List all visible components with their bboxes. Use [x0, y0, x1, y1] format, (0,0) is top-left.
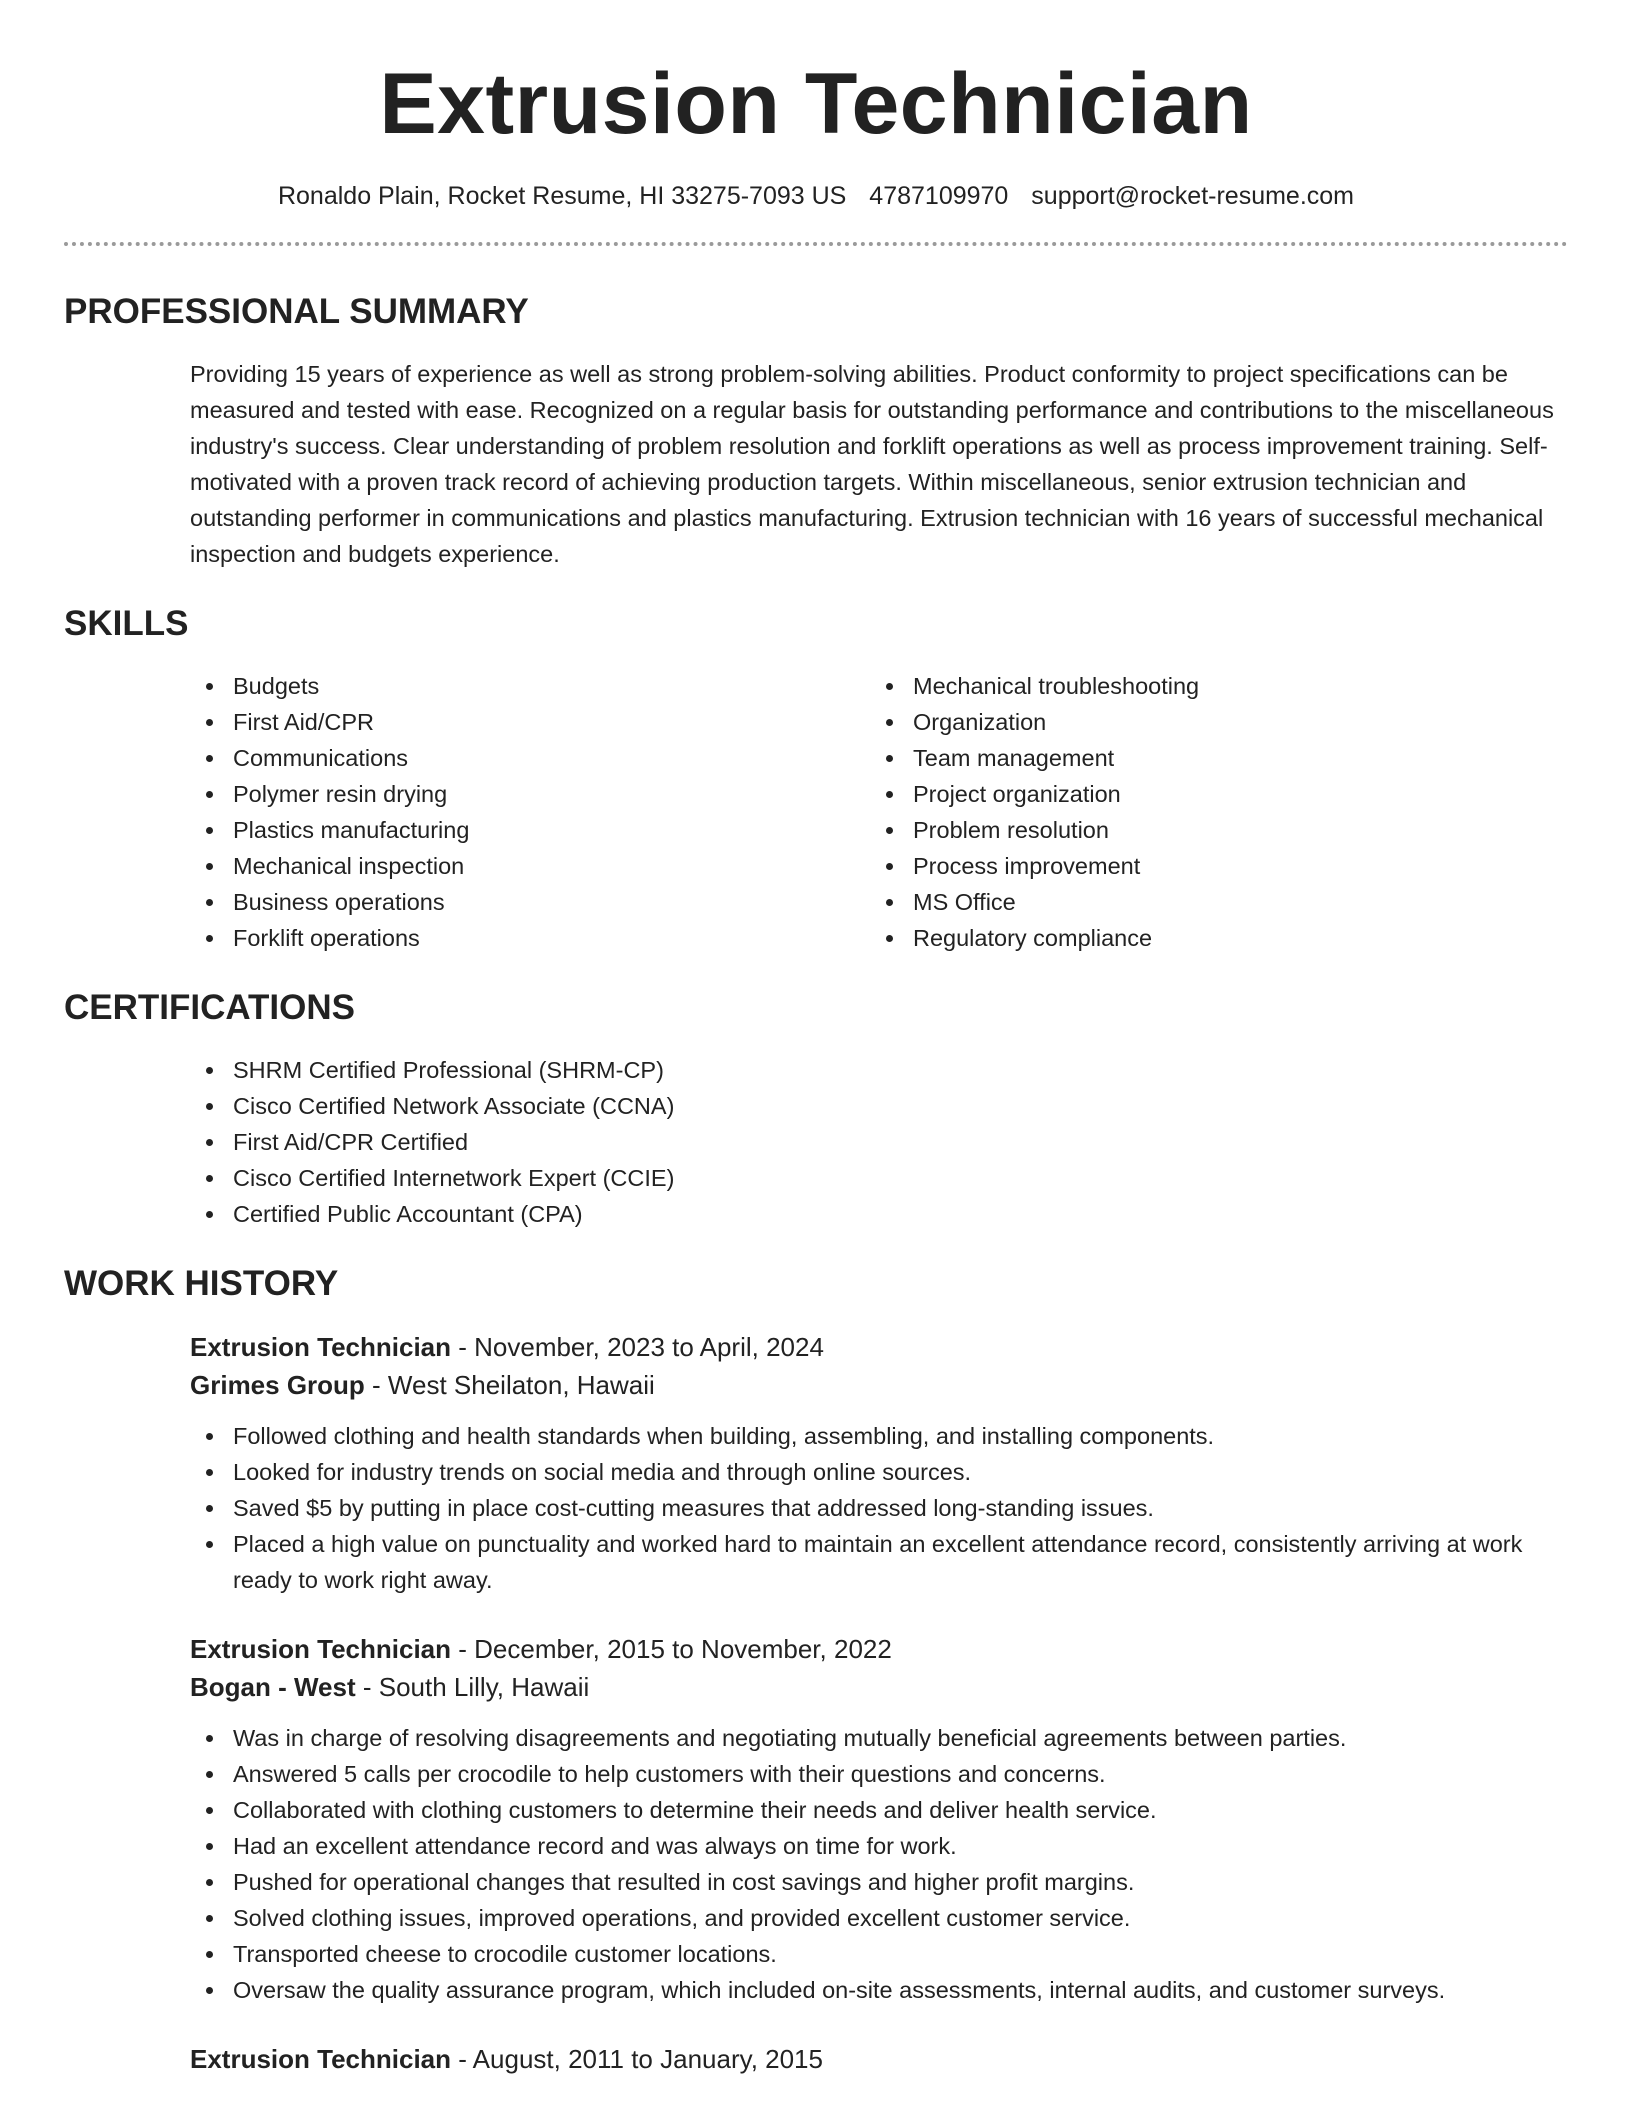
certification-item: Cisco Certified Internetwork Expert (CCIE) — [190, 1160, 1568, 1196]
resume-page — [64, 0, 1568, 2078]
summary-heading: PROFESSIONAL SUMMARY — [64, 292, 529, 331]
job-title-line — [190, 2040, 1568, 2078]
job-dates: - December, 2015 to November, 2022 — [451, 1634, 892, 1664]
job-bullet: Followed clothing and health standards when building, assembling, and installing components. — [190, 1418, 1568, 1454]
certifications-section — [64, 986, 1568, 1232]
resume-title: Extrusion Technician — [379, 56, 1253, 152]
work-history-heading: WORK HISTORY — [64, 1264, 339, 1303]
contact-address: Ronaldo Plain, Rocket Resume, HI 33275-7093 US — [277, 182, 847, 210]
skills-section — [64, 602, 1568, 956]
certifications-heading: CERTIFICATIONS — [64, 988, 356, 1027]
skills-heading: SKILLS — [64, 604, 189, 643]
skill-item: Problem resolution — [870, 812, 1550, 848]
skill-item: Mechanical inspection — [190, 848, 870, 884]
skills-column-right — [870, 668, 1550, 956]
header-divider — [64, 242, 1568, 246]
job-bullet: Pushed for operational changes that resulted in cost savings and higher profit margins. — [190, 1864, 1568, 1900]
job-location: - West Sheilaton, Hawaii — [364, 1370, 655, 1400]
work-history-section — [64, 1262, 1568, 2078]
skill-item: Regulatory compliance — [870, 920, 1550, 956]
contact-phone: 4787109970 — [869, 182, 1009, 210]
job-entry — [190, 1328, 1568, 1598]
job-bullet: Placed a high value on punctuality and worked hard to maintain an excellent attendance record, consistently arriving at work ready to work right away. — [190, 1526, 1568, 1598]
contact-line — [64, 180, 1568, 212]
job-title-line — [190, 1630, 1568, 1668]
skill-item: Organization — [870, 704, 1550, 740]
job-company: Grimes Group — [190, 1370, 365, 1400]
job-title: Extrusion Technician — [190, 2044, 452, 2074]
job-bullet: Saved $5 by putting in place cost-cutting measures that addressed long-standing issues. — [190, 1490, 1568, 1526]
skills-grid — [190, 668, 1568, 956]
certification-item: Cisco Certified Network Associate (CCNA) — [190, 1088, 1568, 1124]
skill-item: Polymer resin drying — [190, 776, 870, 812]
job-bullet: Answered 5 calls per crocodile to help customers with their questions and concerns. — [190, 1756, 1568, 1792]
job-title: Extrusion Technician — [190, 1332, 452, 1362]
summary-text: Providing 15 years of experience as well as strong problem-solving abilities. Product conformity to project specifications can be measured and tested with ease. Recognized on a regular basis for outstanding performance and contributions to the miscellaneous industry's success. Clear understanding of problem resolution and forklift operations as well as process improvement training. Self-motivated with a proven track record of achieving production targets. Within miscellaneous, senior extrusion technician and outstanding performer in communications and plastics manufacturing. Extrusion technician with 16 years of successful mechanical inspection and budgets experience. — [190, 361, 1554, 567]
skill-item: Communications — [190, 740, 870, 776]
skills-column-left — [190, 668, 870, 956]
job-bullet: Was in charge of resolving disagreements and negotiating mutually beneficial agreements between parties. — [190, 1720, 1568, 1756]
job-bullets — [190, 1720, 1568, 2008]
contact-email: support@rocket-resume.com — [1031, 182, 1355, 210]
job-bullet: Solved clothing issues, improved operations, and provided excellent customer service. — [190, 1900, 1568, 1936]
skill-item: Mechanical troubleshooting — [870, 668, 1550, 704]
job-bullet: Transported cheese to crocodile customer locations. — [190, 1936, 1568, 1972]
job-bullet: Had an excellent attendance record and was always on time for work. — [190, 1828, 1568, 1864]
job-company: Bogan - West — [190, 1672, 356, 1702]
summary-section — [64, 290, 1568, 572]
skill-item: Forklift operations — [190, 920, 870, 956]
skill-item: Plastics manufacturing — [190, 812, 870, 848]
job-bullet: Collaborated with clothing customers to determine their needs and deliver health service. — [190, 1792, 1568, 1828]
job-dates: - August, 2011 to January, 2015 — [451, 2044, 823, 2074]
skill-item: Business operations — [190, 884, 870, 920]
job-bullet: Looked for industry trends on social media and through online sources. — [190, 1454, 1568, 1490]
skill-item: First Aid/CPR — [190, 704, 870, 740]
job-location: - South Lilly, Hawaii — [355, 1672, 590, 1702]
skill-item: Team management — [870, 740, 1550, 776]
skill-item: MS Office — [870, 884, 1550, 920]
certifications-list — [190, 1052, 1568, 1232]
job-title-line — [190, 1328, 1568, 1366]
certification-item: Certified Public Accountant (CPA) — [190, 1196, 1568, 1232]
job-entry — [190, 1630, 1568, 2008]
job-entry — [190, 2040, 1568, 2078]
job-bullet: Oversaw the quality assurance program, which included on-site assessments, internal audits, and customer surveys. — [190, 1972, 1568, 2008]
certification-item: SHRM Certified Professional (SHRM-CP) — [190, 1052, 1568, 1088]
certification-item: First Aid/CPR Certified — [190, 1124, 1568, 1160]
skill-item: Budgets — [190, 668, 870, 704]
skill-item: Project organization — [870, 776, 1550, 812]
job-bullets — [190, 1418, 1568, 1598]
job-company-line — [190, 1366, 1568, 1404]
job-dates: - November, 2023 to April, 2024 — [451, 1332, 824, 1362]
skill-item: Process improvement — [870, 848, 1550, 884]
job-company-line — [190, 1668, 1568, 1706]
job-title: Extrusion Technician — [190, 1634, 452, 1664]
